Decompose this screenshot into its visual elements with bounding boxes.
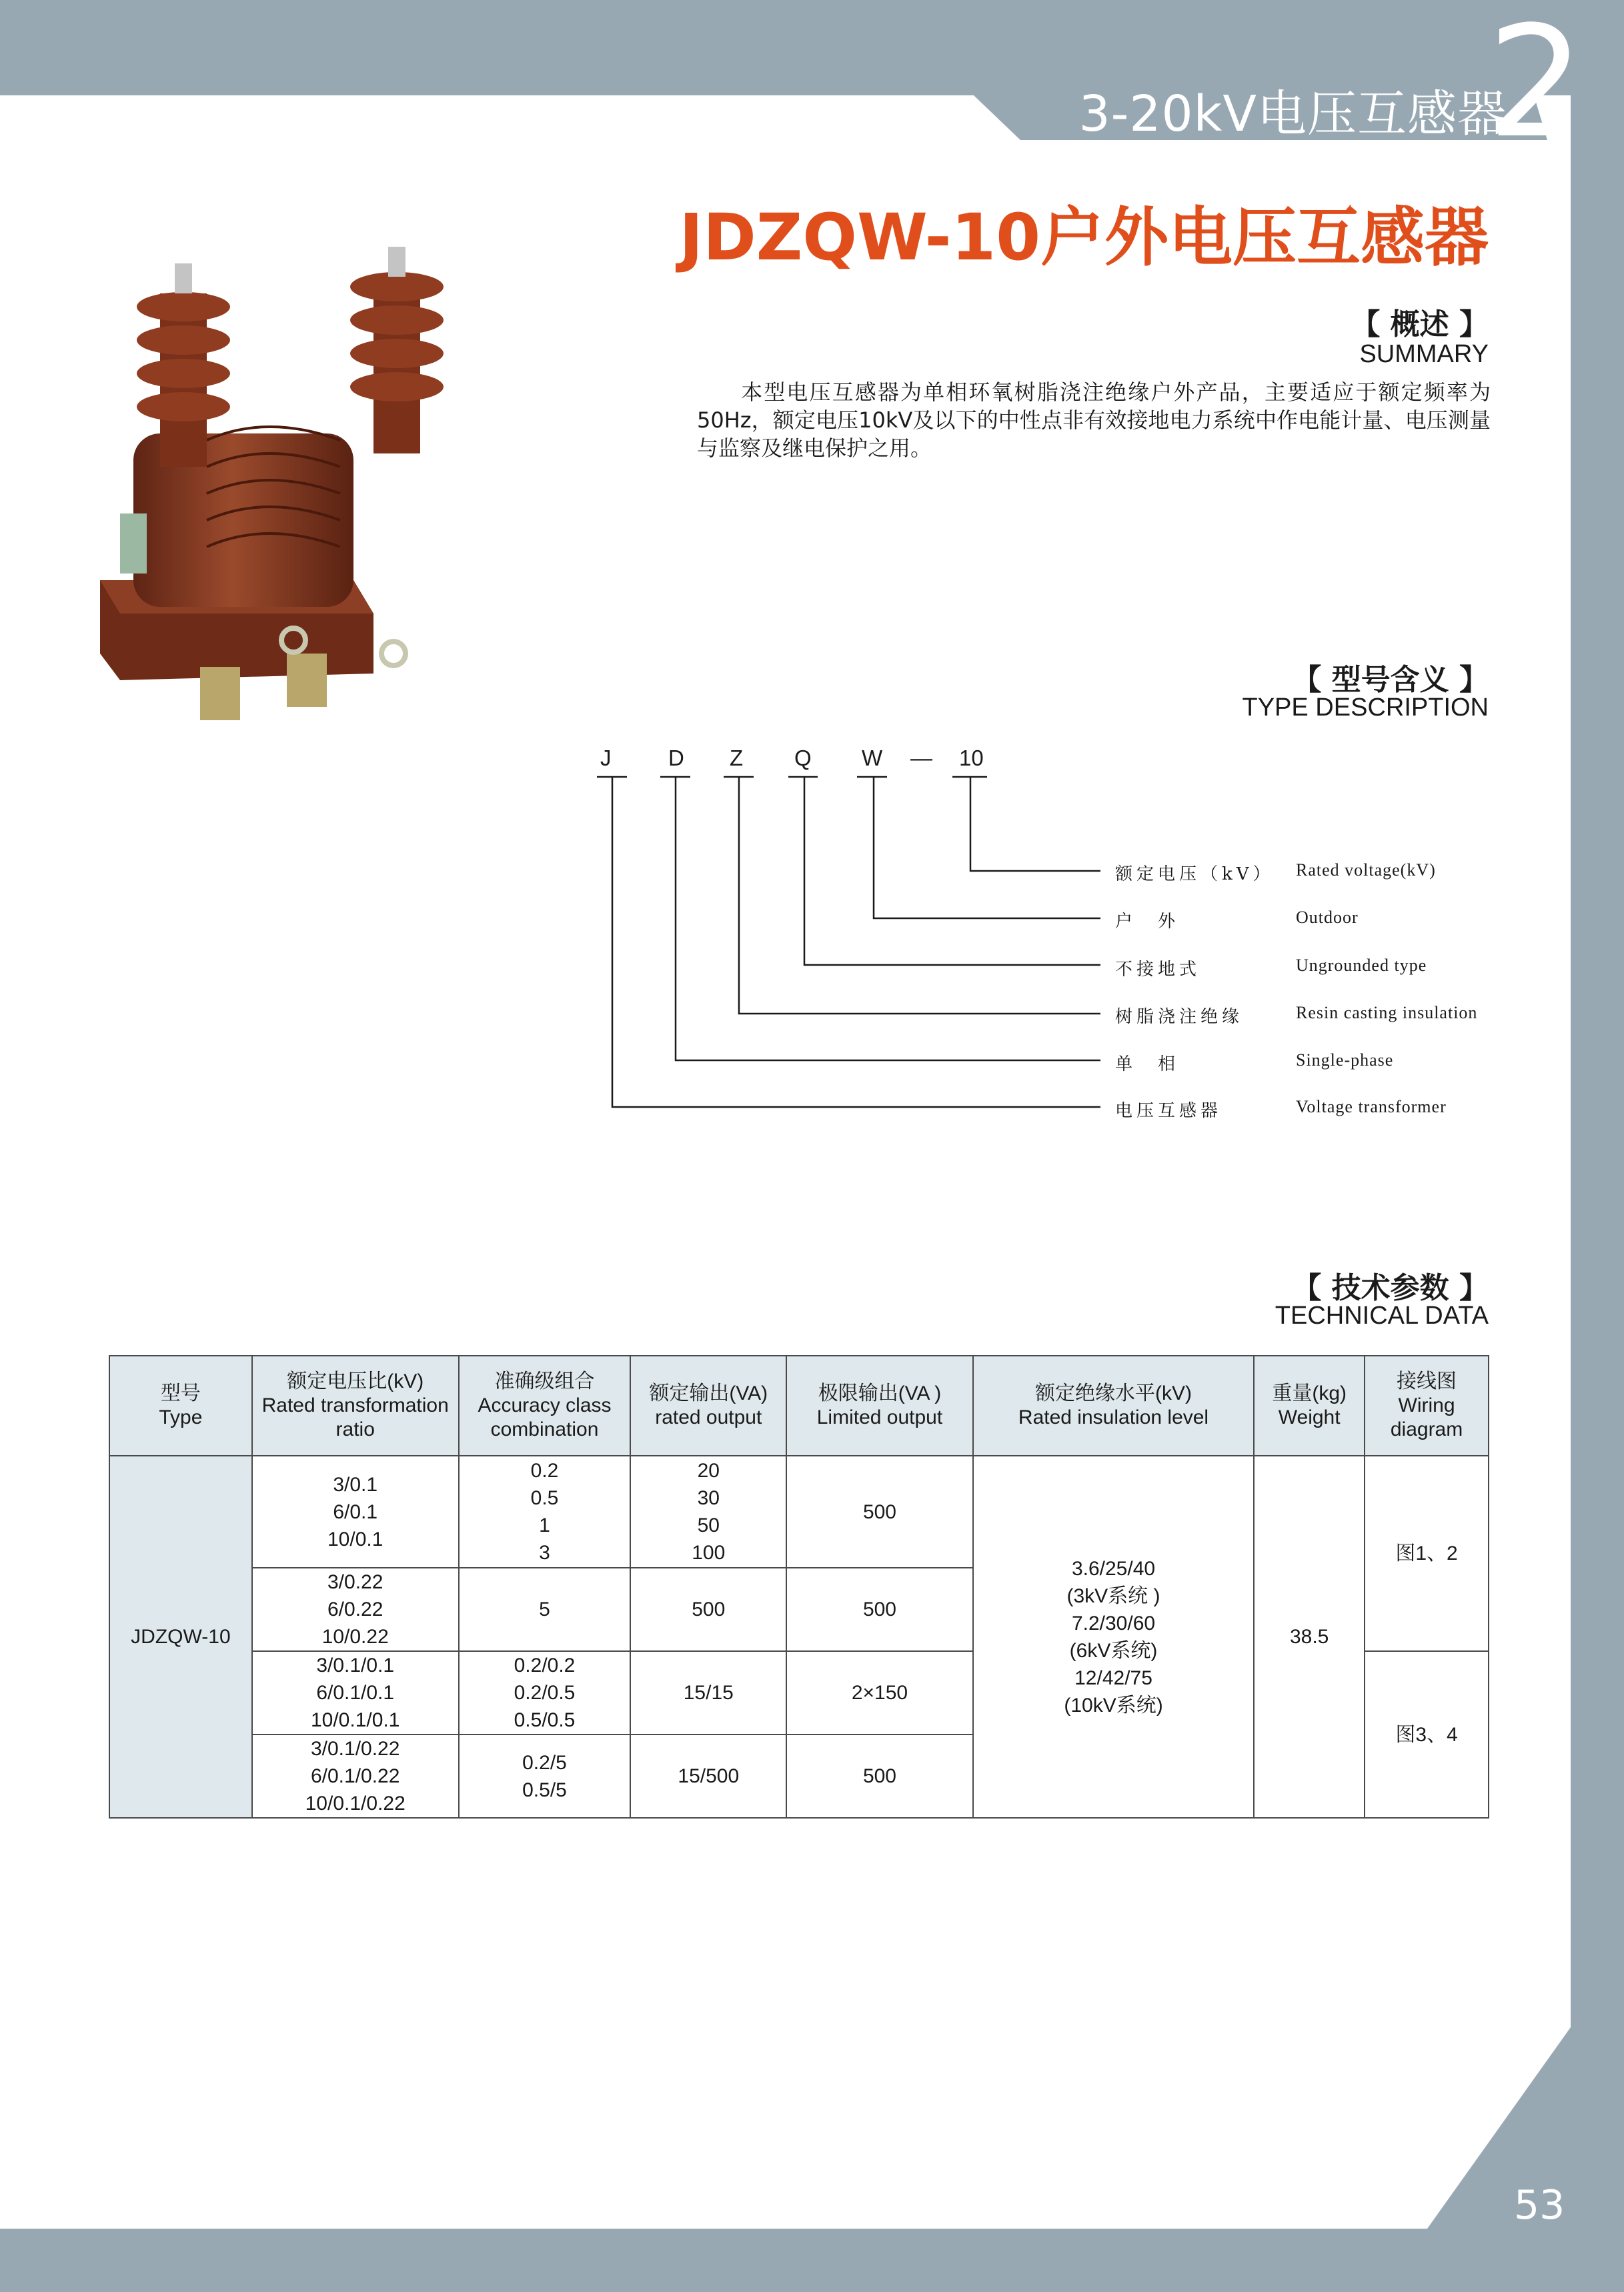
tech-heading-cn: 【 技术参数 】 bbox=[1292, 1271, 1489, 1305]
code-letter: W bbox=[862, 746, 883, 770]
column-header: 极限输出(VA ) Limited output bbox=[786, 1356, 973, 1456]
wiring-cell: 图3、4 bbox=[1365, 1651, 1489, 1818]
summary-heading-en: SUMMARY bbox=[1359, 340, 1489, 368]
rated-output-cell: 15/500 bbox=[630, 1735, 786, 1818]
insulation-level-cell: 3.6/25/40 (3kV系统 ) 7.2/30/60 (6kV系统) 12/42/75 (10kV系统) bbox=[973, 1456, 1254, 1818]
code-letter: D bbox=[668, 746, 684, 770]
type-cell: JDZQW-10 bbox=[109, 1456, 252, 1818]
type-item-en: Outdoor bbox=[1296, 908, 1359, 927]
column-header: 额定输出(VA) rated output bbox=[630, 1356, 786, 1456]
rated-output-cell: 500 bbox=[630, 1568, 786, 1651]
code-letter: Q bbox=[794, 746, 812, 770]
column-header: 型号 Type bbox=[109, 1356, 252, 1456]
type-item-cn: 电压互感器 bbox=[1115, 1101, 1223, 1121]
type-item-en: Single-phase bbox=[1296, 1050, 1394, 1070]
type-heading-en: TYPE DESCRIPTION bbox=[1242, 694, 1489, 722]
technical-data-table bbox=[109, 1355, 1489, 1819]
limited-output-cell: 2×150 bbox=[786, 1651, 973, 1735]
page-number: 53 bbox=[1514, 2182, 1565, 2229]
type-item-cn: 户 外 bbox=[1115, 912, 1180, 932]
table-row bbox=[109, 1456, 1489, 1568]
accuracy-cell: 5 bbox=[459, 1568, 631, 1651]
rated-output-cell: 15/15 bbox=[630, 1651, 786, 1735]
limited-output-cell: 500 bbox=[786, 1568, 973, 1651]
accuracy-cell: 0.2/0.2 0.2/0.5 0.5/0.5 bbox=[459, 1651, 631, 1735]
type-item-cn: 不接地式 bbox=[1115, 960, 1201, 980]
accuracy-cell: 0.2 0.5 1 3 bbox=[459, 1456, 631, 1568]
type-item-en: Rated voltage(kV) bbox=[1296, 860, 1436, 880]
wiring-cell: 图1、2 bbox=[1365, 1456, 1489, 1651]
column-header: 准确级组合 Accuracy class combination bbox=[459, 1356, 631, 1456]
table-header-row bbox=[109, 1356, 1489, 1456]
type-item-en: Voltage transformer bbox=[1296, 1097, 1447, 1116]
summary-heading-cn: 【 概述 】 bbox=[1351, 307, 1489, 341]
type-heading-cn: 【 型号含义 】 bbox=[1292, 663, 1489, 697]
code-dash: — bbox=[910, 746, 932, 770]
code-letter: J bbox=[600, 746, 612, 770]
accuracy-cell: 0.2/5 0.5/5 bbox=[459, 1735, 631, 1818]
type-item-en: Resin casting insulation bbox=[1296, 1003, 1478, 1022]
column-header: 接线图 Wiring diagram bbox=[1365, 1356, 1489, 1456]
ratio-cell: 3/0.1/0.1 6/0.1/0.1 10/0.1/0.1 bbox=[252, 1651, 459, 1735]
type-item-cn: 额定电压（kV） bbox=[1115, 864, 1275, 884]
section-number: 2 bbox=[1487, 0, 1585, 172]
type-item-en: Ungrounded type bbox=[1296, 956, 1427, 975]
code-number: 10 bbox=[959, 746, 984, 770]
column-header: 额定电压比(kV) Rated transformation ratio bbox=[252, 1356, 459, 1456]
weight-cell: 38.5 bbox=[1254, 1456, 1365, 1818]
ratio-cell: 3/0.1/0.22 6/0.1/0.22 10/0.1/0.22 bbox=[252, 1735, 459, 1818]
ratio-cell: 3/0.1 6/0.1 10/0.1 bbox=[252, 1456, 459, 1568]
rated-output-cell: 20 30 50 100 bbox=[630, 1456, 786, 1568]
tech-heading-en: TECHNICAL DATA bbox=[1275, 1302, 1489, 1330]
page-title: JDZQW-10户外电压互感器 bbox=[679, 200, 1489, 275]
type-item-cn: 单 相 bbox=[1115, 1054, 1180, 1074]
code-letter: Z bbox=[730, 746, 744, 770]
ratio-cell: 3/0.22 6/0.22 10/0.22 bbox=[252, 1568, 459, 1651]
limited-output-cell: 500 bbox=[786, 1735, 973, 1818]
type-item-cn: 树脂浇注绝缘 bbox=[1115, 1007, 1244, 1027]
category-title: 3-20kV电压互感器 bbox=[1078, 85, 1507, 143]
column-header: 额定绝缘水平(kV) Rated insulation level bbox=[973, 1356, 1254, 1456]
limited-output-cell: 500 bbox=[786, 1456, 973, 1568]
column-header: 重量(kg) Weight bbox=[1254, 1356, 1365, 1456]
summary-body: 本型电压互感器为单相环氧树脂浇注绝缘户外产品，主要适应于额定频率为50Hz，额定电压10kV及以下的中性点非有效接地电力系统中作电能计量、电压测量与监察及继电保护之用。 bbox=[697, 379, 1491, 461]
